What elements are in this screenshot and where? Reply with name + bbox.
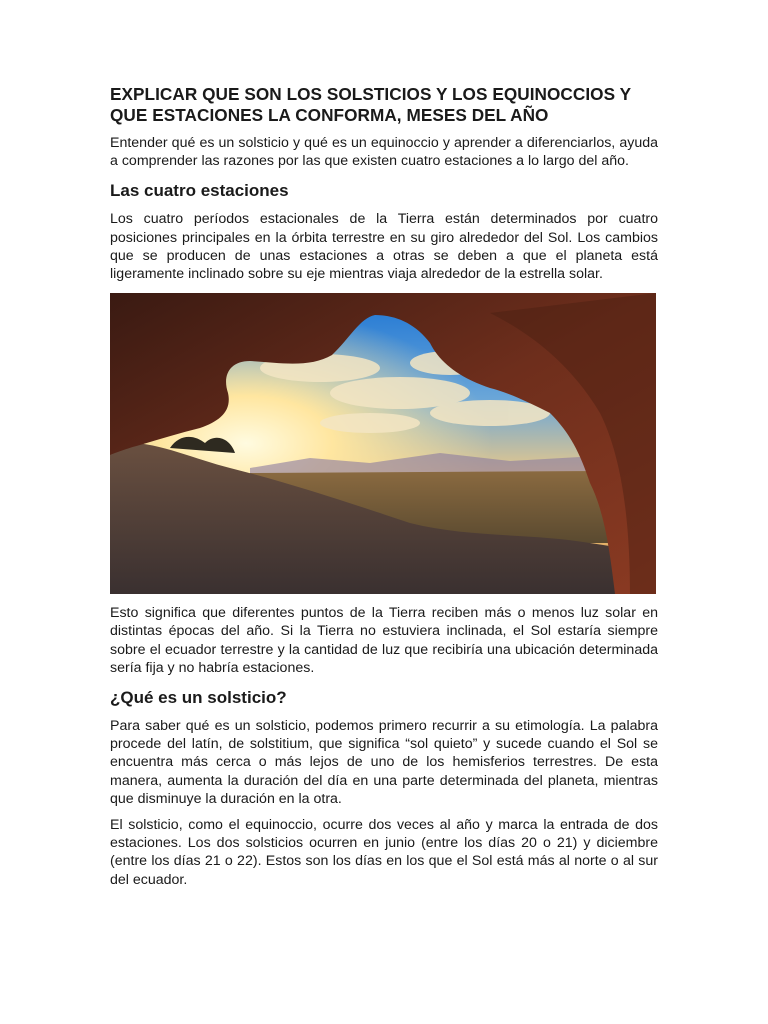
document-page	[110, 84, 658, 897]
section-heading-solstice: ¿Qué es un solsticio?	[110, 688, 287, 708]
section-heading-seasons: Las cuatro estaciones	[110, 181, 289, 201]
document-title: EXPLICAR QUE SON LOS SOLSTICIOS Y LOS EQUINOCCIOS Y QUE ESTACIONES LA CONFORMA, MESES DEL AÑO	[110, 84, 631, 125]
solstice-paragraph-1: Para saber qué es un solsticio, podemos primero recurrir a su etimología. La palabra procede del latín, de solstitium, que significa “sol quieto” y sucede cuando el Sol se encuentra más cerca o más lejos de uno de los hemisferios terrestres. De esta manera, aumenta la duración del día en una parte determinada del planeta, mientras que disminuye la duración en la otra.	[110, 718, 658, 807]
seasons-paragraph: Los cuatro períodos estacionales de la Tierra están determinados por cuatro posiciones principales en la órbita terrestre en su giro alrededor del Sol. Los cambios que se producen de unas estaciones a otras se deben a que el planeta está ligeramente inclinado sobre su eje mientras viaja alrededor de la estrella solar.	[110, 211, 658, 283]
cave-sunset-photo	[110, 293, 656, 594]
solstice-paragraph-2: El solsticio, como el equinoccio, ocurre dos veces al año y marca la entrada de dos estaciones. Los dos solsticios ocurren en junio (entre los días 20 o 21) y diciembre (entre los días 21 o 22). Estos son los días en los que el Sol está más al norte o al sur del ecuador.	[110, 817, 658, 888]
light-paragraph: Esto significa que diferentes puntos de la Tierra reciben más o menos luz solar en distintas épocas del año. Si la Tierra no estuviera inclinada, el Sol estaría siempre sobre el ecuador terrestre y la cantidad de luz que recibiría una ubicación determinada sería fija y no habría estaciones.	[110, 605, 658, 676]
intro-paragraph: Entender qué es un solsticio y qué es un equinoccio y aprender a diferenciarlos, ayuda a comprender las razones por las que existen cuatro estaciones a lo largo del año.	[110, 135, 658, 170]
